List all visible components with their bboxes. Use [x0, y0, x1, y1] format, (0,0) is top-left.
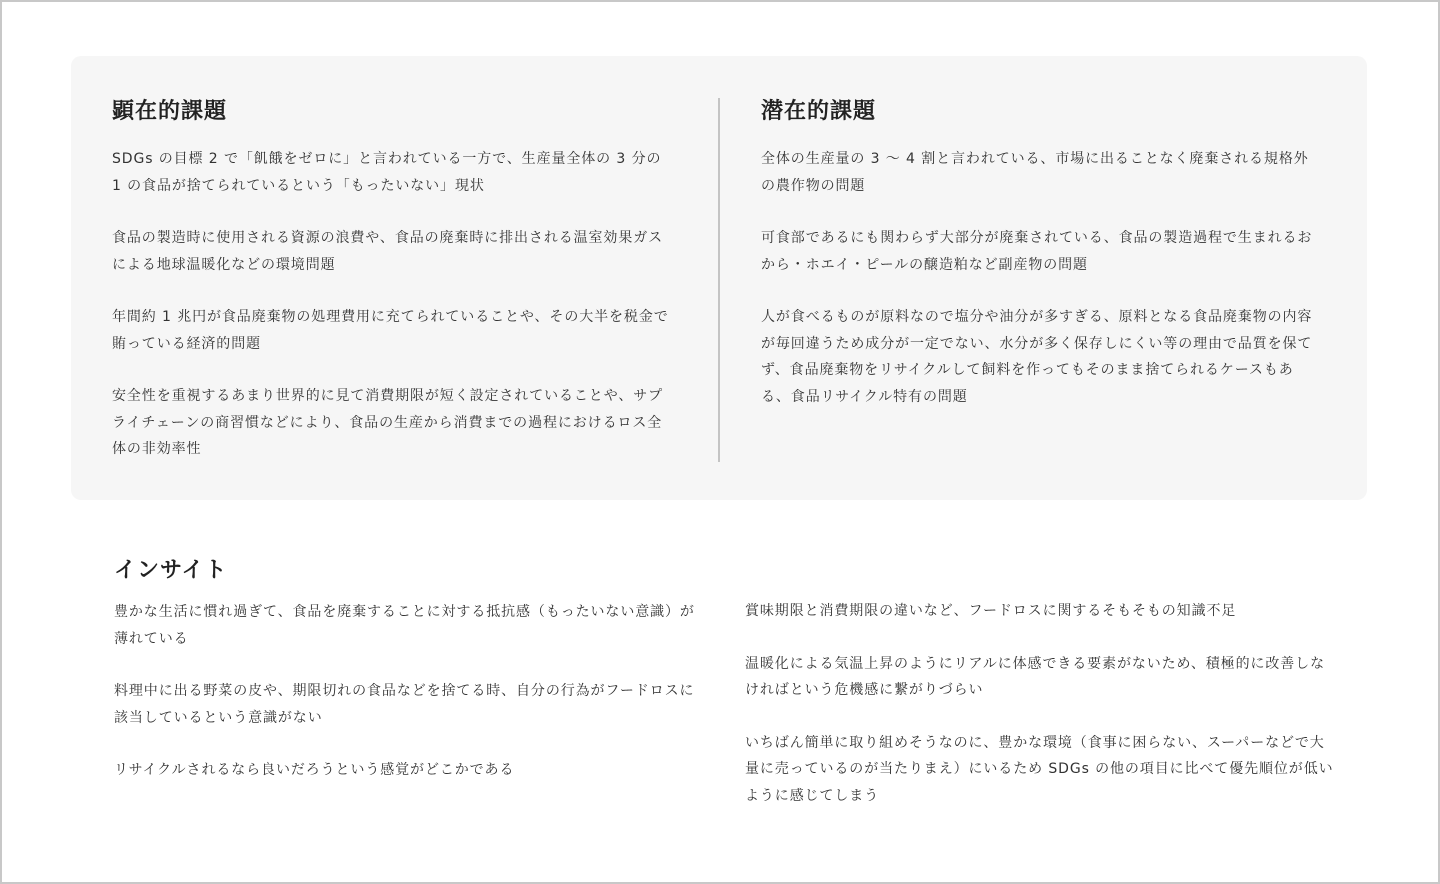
latent-issues-column [761, 96, 1321, 410]
column-divider [718, 98, 720, 462]
visible-issue-item: 安全性を重視するあまり世界的に見て消費期限が短く設定されていることや、サプライチェーンの商習慣などにより、食品の生産から消費までの過程におけるロス全体の非効率性 [112, 388, 664, 457]
visible-issues-title: 顕在的課題 [112, 99, 228, 124]
latent-issue-item: 人が食べるものが原料なので塩分や油分が多すぎる、原料となる食品廃棄物の内容が毎回違うため成分が一定でない、水分が多く保存しにくい等の理由で品質を保てず、食品廃棄物をリサイクルして飼料を作ってもそのまま捨てられるケースもある、食品リサイクル特有の問題 [761, 309, 1313, 405]
insight-item: いちばん簡単に取り組めそうなのに、豊かな環境（食事に困らない、スーパーなどで大量に売っているのが当たりまえ）にいるため SDGs の他の項目に比べて優先順位が低いように感じてしまう [745, 734, 1334, 804]
insight-item: リサイクルされるなら良いだろうという感覚がどこかである [114, 762, 515, 778]
insight-item: 豊かな生活に慣れ過ぎて、食品を廃棄することに対する抵抗感（もったいない意識）が薄れている [114, 604, 695, 647]
visible-issue-item: SDGs の目標 2 で「飢餓をゼロに」と言われている一方で、生産量全体の 3 分の 1 の食品が捨てられているという「もったいない」現状 [112, 151, 662, 194]
visible-issue-item: 年間約 1 兆円が食品廃棄物の処理費用に充てられていることや、その大半を税金で賄っている経済的問題 [112, 309, 669, 352]
latent-issues-title: 潜在的課題 [761, 99, 877, 124]
latent-issue-item: 可食部であるにも関わらず大部分が廃棄されている、食品の製造過程で生まれるおから・ホエイ・ピールの醸造粕など副産物の問題 [761, 230, 1313, 273]
insight-item: 料理中に出る野菜の皮や、期限切れの食品などを捨てる時、自分の行為がフードロスに該当しているという意識がない [114, 683, 695, 726]
latent-issue-item: 全体の生産量の 3 〜 4 割と言われている、市場に出ることなく廃棄される規格外の農作物の問題 [761, 151, 1309, 194]
issues-panel [71, 56, 1367, 500]
insight-left-column [114, 555, 704, 784]
insight-item: 温暖化による気温上昇のようにリアルに体感できる要素がないため、積極的に改善しなければという危機感に繋がりづらい [745, 655, 1325, 698]
visible-issue-item: 食品の製造時に使用される資源の浪費や、食品の廃棄時に排出される温室効果ガスによる地球温暖化などの環境問題 [112, 230, 664, 273]
insight-right-column [745, 598, 1335, 809]
visible-issues-column [112, 96, 672, 463]
insight-title: インサイト [114, 558, 228, 583]
insight-item: 賞味期限と消費期限の違いなど、フードロスに関するそもそもの知識不足 [745, 603, 1237, 619]
